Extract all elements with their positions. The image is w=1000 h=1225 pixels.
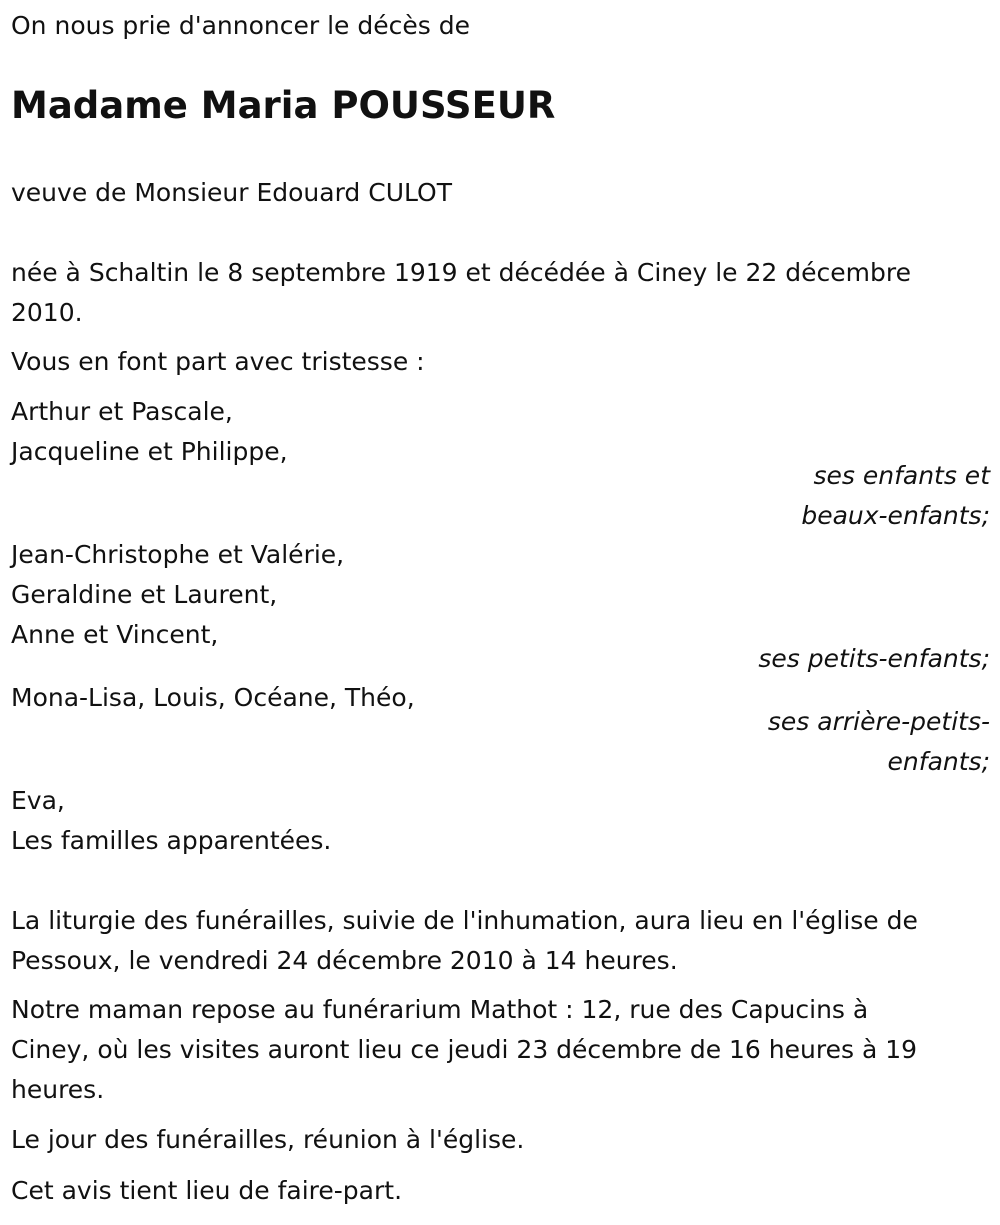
funeral-line-2: Pessoux, le vendredi 24 décembre 2010 à 14 heures. — [11, 946, 678, 975]
visitation-line-1: Notre maman repose au funérarium Mathot : 12, rue des Capucins à — [11, 995, 869, 1024]
children-label: beaux-enfants; — [801, 501, 990, 530]
birth-death-line-1: née à Schaltin le 8 septembre 1919 et décédée à Ciney le 22 décembre — [11, 258, 911, 287]
grandchild-name: Anne et Vincent, — [11, 620, 219, 649]
other-relative: Eva, — [11, 786, 65, 815]
great-grandchildren-label: enfants; — [887, 747, 990, 776]
announced-by: Vous en font part avec tristesse : — [11, 347, 425, 376]
grandchildren-label: ses petits-enfants; — [758, 644, 990, 673]
funeral-line-1: La liturgie des funérailles, suivie de l'inhumation, aura lieu en l'église de — [11, 906, 918, 935]
visitation-line-3: heures. — [11, 1075, 105, 1104]
child-name: Jacqueline et Philippe, — [11, 437, 288, 466]
child-name: Arthur et Pascale, — [11, 397, 233, 426]
great-grandchildren-names: Mona-Lisa, Louis, Océane, Théo, — [11, 683, 415, 712]
meeting-text: Le jour des funérailles, réunion à l'église. — [11, 1125, 525, 1154]
birth-death-line-2: 2010. — [11, 298, 83, 327]
visitation-line-2: Ciney, où les visites auront lieu ce jeudi 23 décembre de 16 heures à 19 — [11, 1035, 918, 1064]
great-grandchildren-label: ses arrière-petits- — [767, 707, 990, 736]
widow-of: veuve de Monsieur Edouard CULOT — [11, 178, 452, 207]
intro-text: On nous prie d'annoncer le décès de — [11, 11, 470, 40]
grandchild-name: Geraldine et Laurent, — [11, 580, 278, 609]
closing-text: Cet avis tient lieu de faire-part. — [11, 1176, 403, 1205]
deceased-name: Madame Maria POUSSEUR — [11, 84, 556, 127]
children-label: ses enfants et — [813, 461, 990, 490]
other-relative: Les familles apparentées. — [11, 826, 332, 855]
grandchild-name: Jean-Christophe et Valérie, — [11, 540, 345, 569]
